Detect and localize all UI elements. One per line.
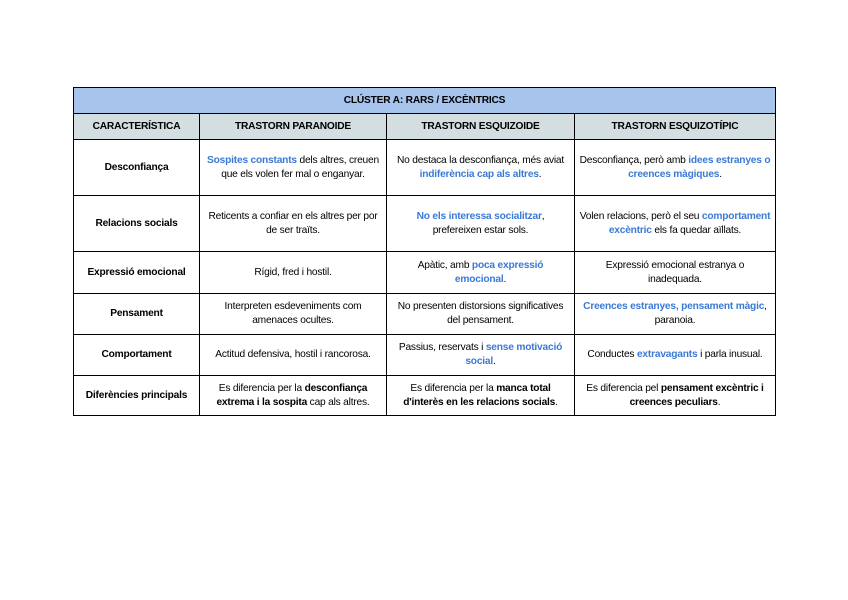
- header-caracteristica: CARACTERÍSTICA: [74, 114, 200, 140]
- cell-paranoide: Sospites constants dels altres, creuen que els volen fer mal o enganyar.: [200, 140, 387, 196]
- table-row: [74, 252, 776, 294]
- cell-paranoide: Rígid, fred i hostil.: [200, 252, 387, 294]
- table-row: [74, 335, 776, 376]
- table-title: CLÚSTER A: RARS / EXCÈNTRICS: [74, 88, 776, 114]
- cell-esquizoide: No els interessa socialitzar, prefereixen estar sols.: [387, 196, 575, 252]
- cell-esquizotipic: Volen relacions, però el seu comportament excèntric els fa quedar aïllats.: [575, 196, 776, 252]
- header-esquizoide: TRASTORN ESQUIZOIDE: [387, 114, 575, 140]
- table-row: [74, 196, 776, 252]
- cell-paranoide: Interpreten esdeveniments com amenaces ocultes.: [200, 294, 387, 335]
- row-label: Expressió emocional: [74, 252, 200, 294]
- cell-esquizoide: No presenten distorsions significatives del pensament.: [387, 294, 575, 335]
- row-label: Comportament: [74, 335, 200, 376]
- table-row: [74, 376, 776, 416]
- row-label: Desconfiança: [74, 140, 200, 196]
- cell-esquizotipic: Es diferencia pel pensament excèntric i creences peculiars.: [575, 376, 776, 416]
- cell-esquizoide: Es diferencia per la manca total d'interès en les relacions socials.: [387, 376, 575, 416]
- row-label: Pensament: [74, 294, 200, 335]
- table-row: [74, 294, 776, 335]
- cell-paranoide: Actitud defensiva, hostil i rancorosa.: [200, 335, 387, 376]
- cell-esquizotipic: Desconfiança, però amb idees estranyes o creences màgiques.: [575, 140, 776, 196]
- header-paranoide: TRASTORN PARANOIDE: [200, 114, 387, 140]
- cell-paranoide: Es diferencia per la desconfiança extrema i la sospita cap als altres.: [200, 376, 387, 416]
- row-label: Relacions socials: [74, 196, 200, 252]
- cell-esquizoide: Apàtic, amb poca expressió emocional.: [387, 252, 575, 294]
- cell-esquizoide: Passius, reservats i sense motivació social.: [387, 335, 575, 376]
- header-esquizotipic: TRASTORN ESQUIZOTÍPIC: [575, 114, 776, 140]
- cell-paranoide: Reticents a confiar en els altres per por de ser traïts.: [200, 196, 387, 252]
- cluster-a-table: [73, 87, 776, 416]
- row-label: Diferències principals: [74, 376, 200, 416]
- cell-esquizotipic: Creences estranyes, pensament màgic, paranoia.: [575, 294, 776, 335]
- cell-esquizotipic: Expressió emocional estranya o inadequada.: [575, 252, 776, 294]
- cell-esquizotipic: Conductes extravagants i parla inusual.: [575, 335, 776, 376]
- table-row: [74, 140, 776, 196]
- cell-esquizoide: No destaca la desconfiança, més aviat indiferència cap als altres.: [387, 140, 575, 196]
